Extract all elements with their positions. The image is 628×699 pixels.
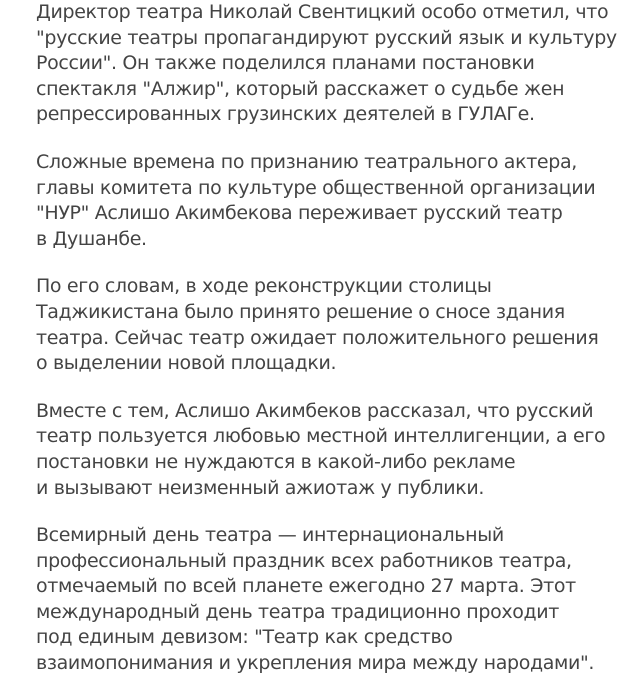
text-line: России". Он также поделился планами постановки xyxy=(36,52,535,75)
text-line: международный день театра традиционно проходит xyxy=(36,600,560,623)
text-line: профессиональный праздник всех работников театра, xyxy=(36,549,572,572)
text-line: репрессированных грузинских деятелей в ГУЛАГе. xyxy=(36,103,535,126)
text-line: под единым девизом: "Театр как средство xyxy=(36,626,453,649)
text-line: театра. Сейчас театр ожидает положительного решения xyxy=(36,326,599,349)
article-paragraph xyxy=(36,274,606,376)
text-line: о выделении новой площадки. xyxy=(36,352,337,375)
text-line: Всемирный день театра — интернациональный xyxy=(36,524,504,547)
text-line: Таджикистана было принято решение о сносе здания xyxy=(36,300,565,323)
text-line: спектакля "Алжир", который расскажет о судьбе жен xyxy=(36,77,565,100)
text-line: театр пользуется любовью местной интеллигенции, а его xyxy=(36,425,606,448)
article-paragraph xyxy=(36,399,606,501)
article-paragraph xyxy=(36,523,606,677)
text-line: главы комитета по культуре общественной организации xyxy=(36,176,596,199)
article-paragraph xyxy=(36,150,606,252)
text-line: постановки не нуждаются в какой-либо рекламе xyxy=(36,450,516,473)
text-line: Директор театра Николай Свентицкий особо отметил, что xyxy=(36,1,609,23)
text-line: отмечаемый по всей планете ежегодно 27 марта. Этот xyxy=(36,575,576,598)
text-line: в Душанбе. xyxy=(36,227,147,250)
article-paragraph xyxy=(36,0,617,128)
text-line: "русские театры пропагандируют русский язык и культуру xyxy=(36,26,617,49)
text-line: Вместе с тем, Аслишо Акимбеков рассказал, что русский xyxy=(36,399,594,422)
text-line: "НУР" Аслишо Акимбекова переживает русский театр xyxy=(36,202,563,225)
text-line: По его словам, в ходе реконструкции столицы xyxy=(36,275,492,298)
text-line: и вызывают неизменный ажиотаж у публики. xyxy=(36,476,485,499)
text-line: Сложные времена по признанию театрального актера, xyxy=(36,150,577,173)
article-body xyxy=(36,0,617,699)
text-line: взаимопонимания и укрепления мира между народами". xyxy=(36,652,595,675)
